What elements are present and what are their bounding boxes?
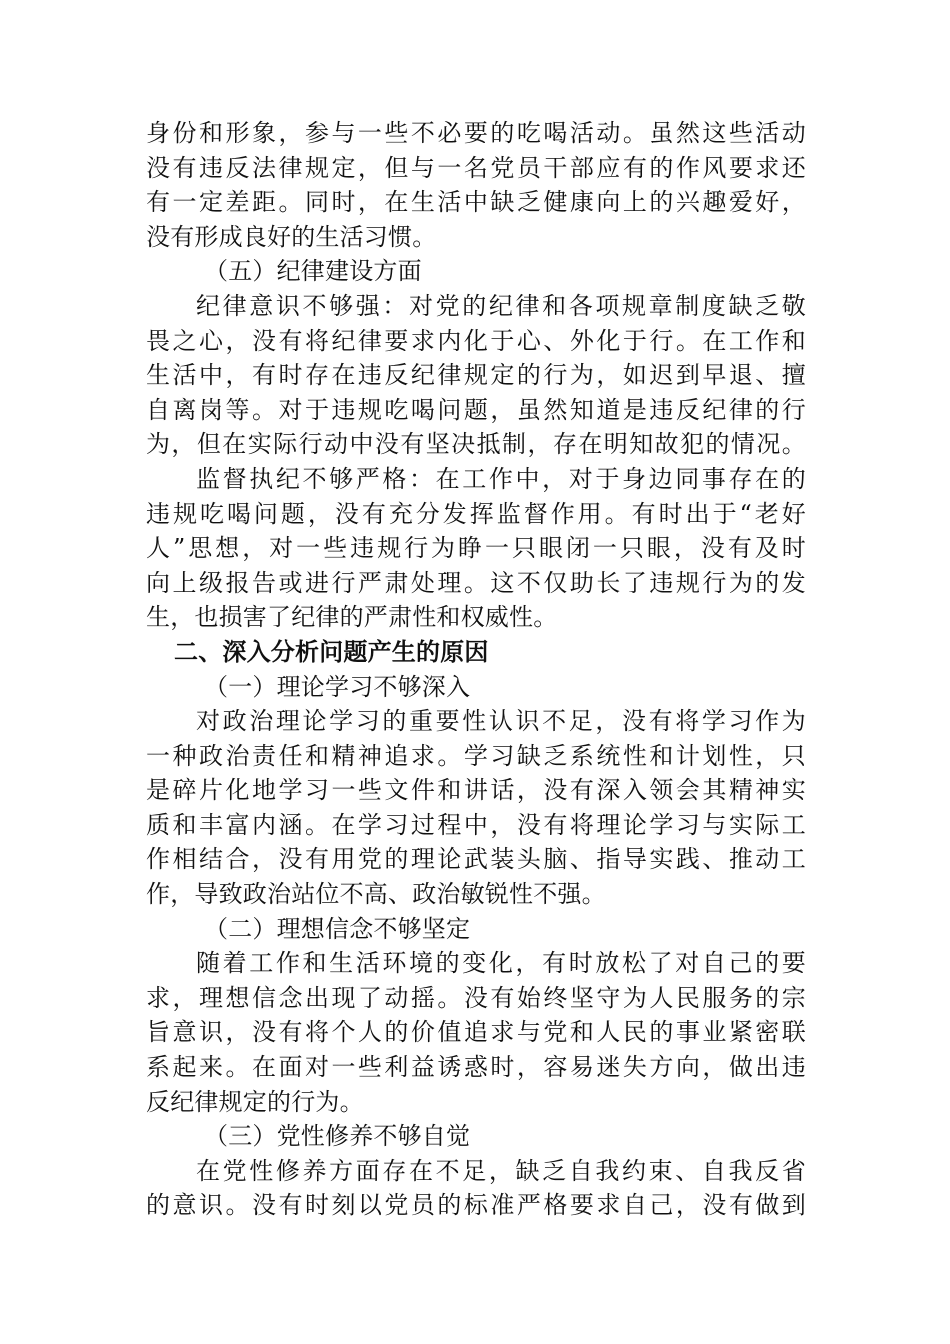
paragraph-first-line: 对政治理论学习的重要性认识不足，没有将学习作为 xyxy=(196,707,806,736)
section-subheading: （一）理论学习不够深入 xyxy=(204,672,471,701)
body-line: 身份和形象，参与一些不必要的吃喝活动。虽然这些活动 xyxy=(146,119,806,147)
document-page xyxy=(146,116,806,1223)
body-line: 没有形成良好的生活习惯。 xyxy=(146,222,437,251)
paragraph-first-line: 在党性修养方面存在不足，缺乏自我约束、自我反省 xyxy=(196,1156,806,1185)
section-heading: 二、深入分析问题产生的原因 xyxy=(174,637,489,666)
body-line: 有一定差距。同时，在生活中缺乏健康向上的兴趣爱好， xyxy=(146,188,806,217)
body-line: 畏之心，没有将纪律要求内化于心、外化于行。在工作和 xyxy=(146,326,806,355)
body-line: 系起来。在面对一些利益诱惑时，容易迷失方向，做出违 xyxy=(146,1053,806,1082)
body-line: 向上级报告或进行严肃处理。这不仅助长了违规行为的发 xyxy=(146,568,806,597)
section-subheading: （三）党性修养不够自觉 xyxy=(204,1122,471,1151)
body-line: 反纪律规定的行为。 xyxy=(146,1087,364,1116)
body-line: 一种政治责任和精神追求。学习缺乏系统性和计划性，只 xyxy=(146,741,806,770)
body-line: 质和丰富内涵。在学习过程中，没有将理论学习与实际工 xyxy=(146,810,806,839)
body-line: 求，理想信念出现了动摇。没有始终坚守为人民服务的宗 xyxy=(146,983,806,1012)
body-line: 生活中，有时存在违反纪律规定的行为，如迟到早退、擅 xyxy=(146,361,806,390)
body-line: 自离岗等。对于违规吃喝问题，虽然知道是违反纪律的行 xyxy=(146,395,806,424)
body-line: 的意识。没有时刻以党员的标准严格要求自己，没有做到 xyxy=(146,1191,806,1220)
body-line: 旨意识，没有将个人的价值追求与党和人民的事业紧密联 xyxy=(146,1018,806,1047)
body-line: 为，但在实际行动中没有坚决抵制，存在明知故犯的情况。 xyxy=(146,430,806,459)
section-subheading: （二）理想信念不够坚定 xyxy=(204,914,471,943)
body-line: 生，也损害了纪律的严肃性和权威性。 xyxy=(146,603,558,632)
section-subheading: （五）纪律建设方面 xyxy=(204,257,422,286)
paragraph-first-line: 纪律意识不够强：对党的纪律和各项规章制度缺乏敬 xyxy=(196,291,806,320)
body-line: 是碎片化地学习一些文件和讲话，没有深入领会其精神实 xyxy=(146,776,806,805)
body-line: 没有违反法律规定，但与一名党员干部应有的作风要求还 xyxy=(146,153,806,182)
body-line: 违规吃喝问题，没有充分发挥监督作用。有时出于“老好 xyxy=(146,499,806,528)
paragraph-first-line: 随着工作和生活环境的变化，有时放松了对自己的要 xyxy=(196,949,806,978)
body-line: 作相结合，没有用党的理论武装头脑、指导实践、推动工 xyxy=(146,845,806,874)
body-line: 人”思想，对一些违规行为睁一只眼闭一只眼，没有及时 xyxy=(146,534,806,563)
paragraph-first-line: 监督执纪不够严格：在工作中，对于身边同事存在的 xyxy=(196,464,806,493)
body-line: 作，导致政治站位不高、政治敏锐性不强。 xyxy=(146,880,606,909)
